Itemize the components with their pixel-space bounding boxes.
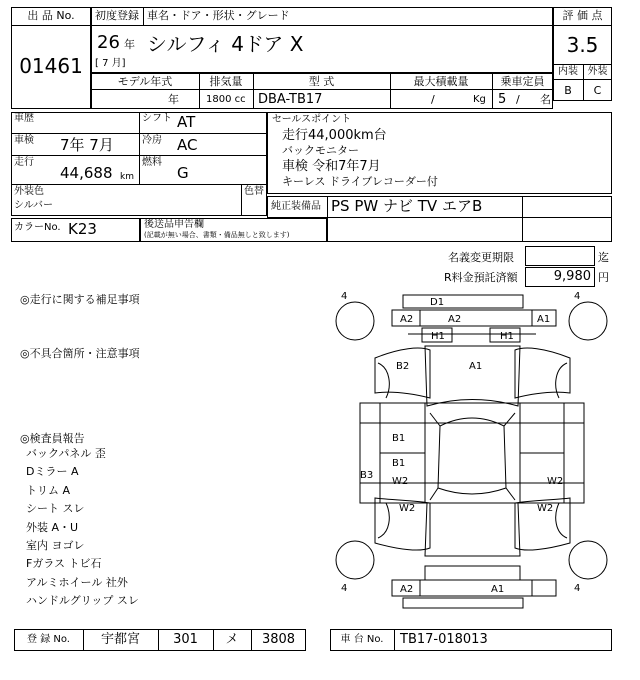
- inspection-label: 車検: [14, 135, 34, 146]
- inspector-line: 外装 A・U: [26, 521, 79, 534]
- svg-text:4: [341, 291, 347, 302]
- inspector-line: トリム A: [26, 484, 71, 497]
- color-change-label: 色替: [244, 186, 264, 197]
- inspector-label: ◎検査員報告: [20, 432, 85, 445]
- tire-depth-rl: 4: [341, 583, 348, 594]
- sales-points-label: セールスポイント: [272, 114, 352, 125]
- mark-a2-mid: A2: [448, 314, 462, 325]
- inspection-value: 7年 7月: [60, 136, 114, 154]
- mileage-unit: km: [120, 172, 134, 182]
- reg-month: [ 7 月]: [95, 58, 126, 69]
- eval-label: 評 価 点: [562, 9, 603, 22]
- svg-text:4: [341, 583, 347, 594]
- plate-class: 301: [173, 632, 198, 647]
- inspector-line: Fガラス トビ石: [26, 557, 102, 570]
- tire-front-right: [569, 302, 607, 340]
- inspector-line: Dミラー A: [26, 465, 79, 478]
- capacity-label: 乗車定員: [500, 75, 545, 88]
- driving-notes-label: ◎走行に関する補足事項: [20, 293, 140, 306]
- sales-point-line: キーレス ドライブレコーダー付: [282, 175, 438, 188]
- capacity: 5: [498, 92, 507, 107]
- color-no-label: カラーNo.: [14, 222, 61, 233]
- mark-h1-left: H1: [431, 331, 445, 342]
- model-year-unit: 年: [168, 93, 179, 106]
- name-change-field: [525, 246, 595, 266]
- car-name: シルフィ 4ドア X: [147, 32, 304, 56]
- fuel-label: 燃料: [142, 157, 162, 168]
- interior-label: 内装: [558, 66, 578, 77]
- mark-w2-lower-left: W2: [399, 503, 416, 514]
- mileage-label: 走行: [14, 157, 34, 168]
- ext-color-value: シルバー: [14, 200, 54, 211]
- mark-b3: B3: [360, 470, 374, 481]
- mileage-value: 44,688: [60, 164, 113, 182]
- chassis-number: TB17-018013: [400, 632, 488, 647]
- tire-depth-rr: 4: [574, 583, 581, 594]
- plate-label: 登 録 No.: [27, 634, 70, 645]
- mark-a1-hood: A1: [469, 361, 483, 372]
- plate-region: 宇都宮: [100, 632, 140, 647]
- plate-kana: メ: [225, 632, 239, 647]
- mark-d1: D1: [430, 297, 445, 308]
- tire-rear-right: [569, 541, 607, 579]
- mark-h1-right: H1: [500, 331, 514, 342]
- reg-year: 26: [97, 32, 120, 53]
- shift-label: シフト: [142, 113, 172, 124]
- followup-note: (記載が無い場合、書類・備品無しと致します): [144, 231, 290, 239]
- reg-label: 初度登録: [95, 9, 139, 22]
- recycle-value: 9,980: [553, 269, 591, 284]
- damage-diagram: [330, 288, 614, 610]
- shift-value: AT: [177, 113, 196, 131]
- mark-w2-left: W2: [392, 476, 409, 487]
- tire-depth-fr: 4: [574, 291, 581, 302]
- capacity-sep: /: [516, 93, 520, 106]
- tire-depth-fl: 4: [341, 291, 348, 302]
- kg-unit: Kg: [473, 94, 486, 105]
- mark-b2: B2: [396, 361, 410, 372]
- lot-number: 01461: [19, 54, 83, 78]
- mark-a2-rear: A2: [400, 584, 414, 595]
- chassis-label: 車 台 No.: [340, 634, 384, 645]
- inspector-line: シート スレ: [26, 502, 85, 515]
- max-load-label: 最大積載量: [413, 75, 469, 88]
- svg-text:4: [574, 583, 580, 594]
- inspector-line: ハンドルグリップ スレ: [26, 594, 139, 607]
- plate-number: 3808: [261, 632, 296, 647]
- displacement-label: 排気量: [209, 75, 243, 88]
- recycle-label: R料金預託済額: [444, 271, 518, 284]
- name-label: 車名・ドア・形状・グレード: [147, 9, 290, 22]
- reg-year-unit: 年: [124, 38, 135, 51]
- tire-rear-left: [336, 541, 374, 579]
- mark-a1-rear: A1: [491, 584, 505, 595]
- sales-point-line: バックモニター: [282, 144, 359, 157]
- sales-point-line: 車検 令和7年7月: [282, 159, 381, 174]
- model-code: DBA-TB17: [258, 92, 323, 107]
- mark-w2-lower-right: W2: [537, 503, 554, 514]
- ext-color-label: 外装色: [14, 186, 44, 197]
- svg-text:4: [574, 291, 580, 302]
- name-change-label: 名義変更期限: [448, 251, 514, 264]
- color-no-value: K23: [68, 220, 97, 238]
- mark-a2-left: A2: [400, 314, 414, 325]
- inspector-line: アルミホイール 社外: [26, 576, 128, 589]
- mark-b1-door: B1: [392, 433, 406, 444]
- name-change-unit: 迄: [598, 251, 609, 264]
- inspector-line: バックパネル 歪: [26, 447, 106, 460]
- fuel-value: G: [177, 164, 189, 182]
- ac-value: AC: [177, 136, 198, 154]
- sales-point-line: 走行44,000km台: [282, 128, 387, 143]
- equipment-value: PS PW ナビ TV エアB: [331, 197, 483, 215]
- recycle-unit: 円: [598, 271, 609, 284]
- mark-a1-front: A1: [537, 314, 551, 325]
- eval-score: 3.5: [566, 33, 599, 57]
- model-year-label: モデル年式: [117, 75, 173, 88]
- interior-grade: B: [564, 84, 572, 97]
- exterior-label: 外装: [587, 66, 608, 77]
- ac-label: 冷房: [142, 135, 162, 146]
- defects-label: ◎不具合箇所・注意事項: [20, 347, 140, 360]
- mark-b1-rear: B1: [392, 458, 406, 469]
- empty-cell: [327, 218, 612, 242]
- equipment-label: 純正装備品: [271, 201, 321, 212]
- model-label: 型 式: [308, 75, 335, 88]
- capacity-unit: 名: [540, 93, 551, 106]
- exterior-grade: C: [593, 84, 602, 97]
- displacement: 1800 cc: [206, 94, 246, 105]
- mark-w2-right: W2: [547, 476, 564, 487]
- tire-front-left: [336, 302, 374, 340]
- inspector-line: 室内 ヨゴレ: [26, 539, 85, 552]
- followup-label: 後送品申告欄: [144, 219, 204, 230]
- history-label: 車歴: [14, 113, 34, 124]
- max-load: /: [431, 93, 435, 106]
- lot-label: 出 品 No.: [27, 9, 75, 22]
